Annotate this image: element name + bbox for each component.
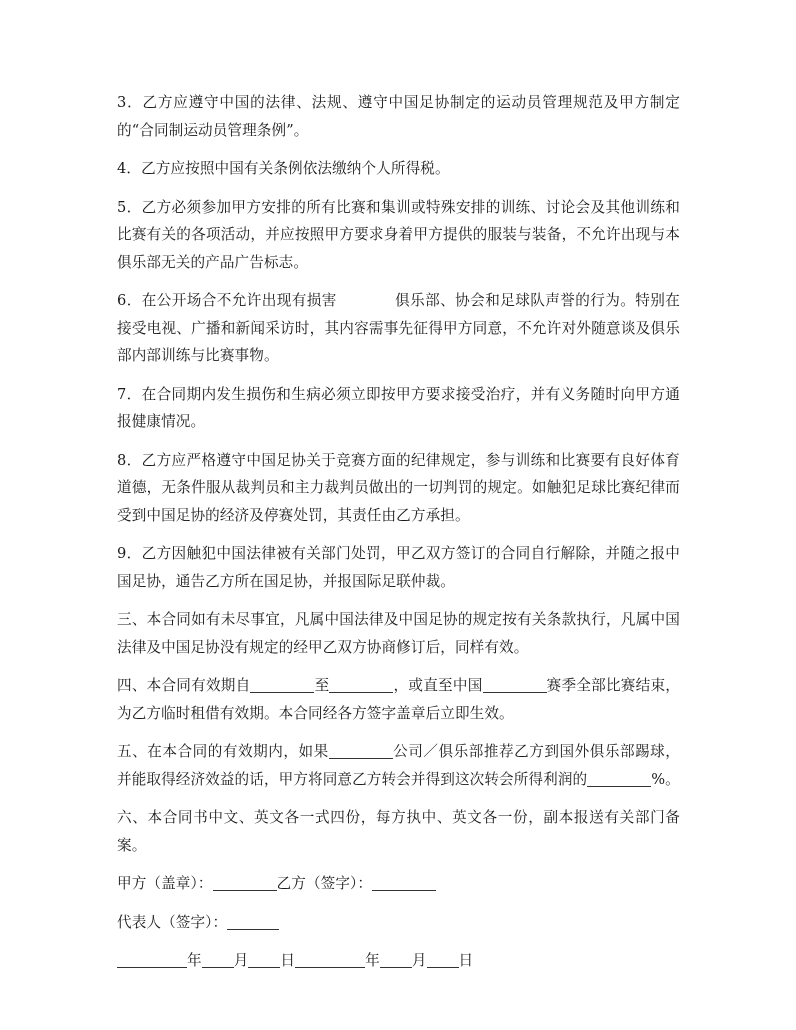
representative-label: 代表人（签字）： — [117, 913, 228, 931]
month-label-a: 月 — [233, 952, 249, 969]
day-label-a: 日 — [280, 952, 296, 969]
blank-start-date — [250, 677, 314, 693]
clause-9: 9．乙方因触犯中国法律被有关部门处罚，甲乙双方签订的合同自行解除，并随之报中国足协，通告乙方所在国足协，并报国际足联仲裁。 — [117, 545, 680, 590]
clause-3: 3．乙方应遵守中国的法律、法规、遵守中国足协制定的运动员管理规范及甲方制定的“合同制运动员管理条例”。 — [117, 94, 680, 139]
clause-4: 4．乙方应按照中国有关条例依法缴纳个人所得税。 — [117, 160, 450, 177]
year-label-b: 年 — [365, 952, 380, 969]
clause-6-part1: 6．在公开场合不允许出现有损害 — [117, 292, 337, 309]
year-label-a: 年 — [187, 952, 202, 969]
article-5-text-b: 公司／俱乐部推荐乙方到国外俱乐部踢球，并能取得经济效益的话，甲方将同意乙方转会并得到这次转会所得利润的 — [117, 743, 681, 788]
article-5 — [117, 738, 680, 793]
blank-day-a — [248, 952, 280, 968]
article-4 — [117, 672, 680, 727]
representative-signature-line — [227, 914, 279, 930]
signature-representative — [117, 909, 680, 937]
party-a-label: 甲方（盖章）： — [117, 875, 213, 892]
article-3: 三、本合同如有未尽事宜，凡属中国法律及中国足协的规定按有关条款执行，凡属中国法律及中国足协没有规定的经甲乙双方协商修订后，同样有效。 — [117, 611, 680, 656]
clause-7: 7．在合同期内发生损伤和生病必须立即按甲方要求接受治疗，并有义务随时向甲方通报健康情况。 — [117, 385, 680, 430]
blank-day-b — [427, 952, 459, 968]
blank-month-a — [202, 952, 234, 968]
article-5-text-c: %。 — [651, 770, 680, 788]
clause-8: 8．乙方应严格遵守中国足协关于竞赛方面的纪律规定，参与训练和比赛要有良好体育道德，无条件服从裁判员和主力裁判员做出的一切判罚的规定。如触犯足球比赛纪律而受到中国足协的经济及停赛处罚，其责任由乙方承担。 — [117, 451, 680, 524]
blank-year-b — [295, 952, 365, 968]
blank-month-b — [380, 952, 412, 968]
blank-season — [483, 677, 547, 693]
blank-year-a — [117, 952, 187, 968]
clause-5: 5．乙方必须参加甲方安排的所有比赛和集训或特殊安排的训练、讨论会及其他训练和比赛有关的各项活动，并应按照甲方要求身着甲方提供的服装与装备，不允许出现与本俱乐部无关的产品广告标志。 — [117, 198, 680, 271]
article-4-text-b: 至 — [314, 677, 330, 694]
blank-company — [329, 743, 393, 759]
signature-parties — [117, 870, 680, 898]
clause-6 — [117, 287, 680, 370]
signature-dates — [117, 947, 680, 975]
article-5-text-a: 五、在本合同的有效期内，如果 — [117, 743, 329, 760]
article-6: 六、本合同书中文、英文各一式四份，每方执中、英文各一份，副本报送有关部门备案。 — [117, 809, 680, 854]
party-b-signature-line — [372, 875, 436, 891]
clause-6-part2: 俱乐部、协会和足球队声誉的行为。特别在接受电视、广播和新闻采访时，其内容需事先征得甲方同意，不允许对外随意谈及俱乐部内部训练与比赛事物。 — [117, 292, 680, 364]
day-label-b: 日 — [458, 952, 474, 969]
party-a-signature-line — [213, 875, 277, 891]
party-b-label: 乙方（签字）： — [276, 875, 373, 892]
contract-page — [117, 89, 680, 986]
blank-profit-percent — [587, 771, 651, 787]
article-4-text-c: ，或直至中国 — [393, 677, 483, 694]
month-label-b: 月 — [411, 952, 427, 969]
article-4-text-a: 四、本合同有效期自 — [117, 677, 251, 694]
article-4-text-d: 赛季全部比赛结束，为乙方临时租借有效期。本合同经各方签字盖章后立即生效。 — [117, 677, 680, 722]
blank-end-date — [329, 677, 393, 693]
